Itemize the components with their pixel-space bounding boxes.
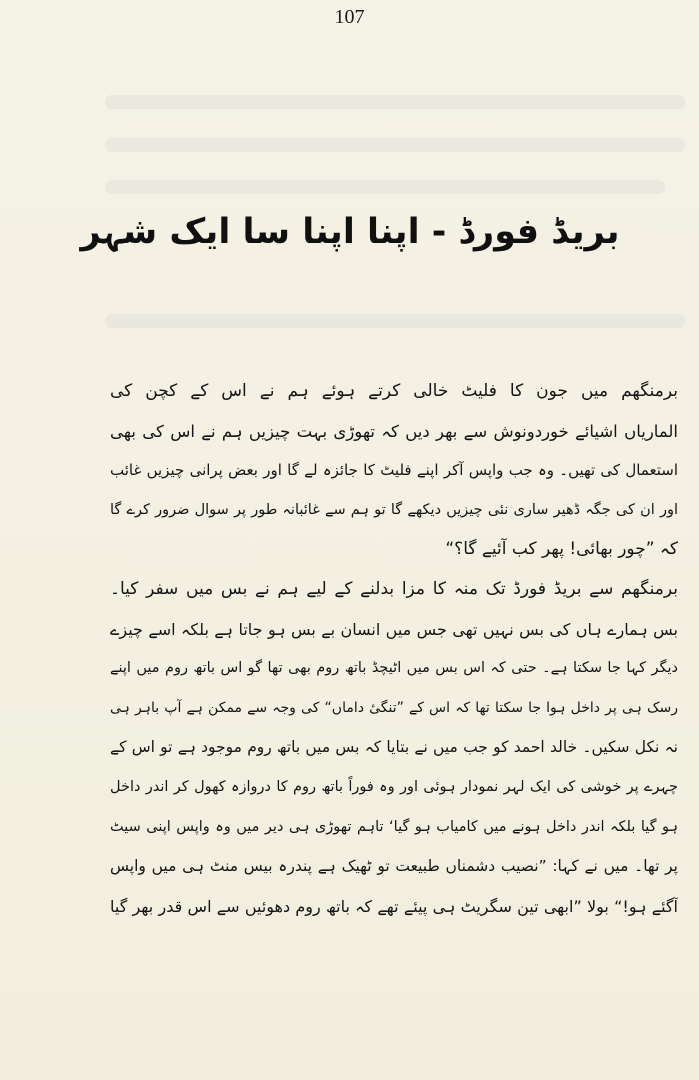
text-line: اور ان کی جگہ ڈھیر ساری نئی چیزیں دیکھے گا تو ہم سے غائبانہ طور پر سوال ضرور کرے گا xyxy=(110,501,678,518)
text-line: آگئے ہو!“ بولا ”ابھی تین سگریٹ ہی پیئے تھے کہ باتھ روم دھوئیں سے اس قدر بھر گیا xyxy=(110,896,678,916)
text-line: برمنگھم میں جون کا فلیٹ خالی کرتے ہوئے ہم نے اس کے کچن کی xyxy=(110,381,678,401)
bleed-through-mark xyxy=(105,314,685,328)
text-line: نہ نکل سکیں۔ خالد احمد کو جب میں نے بتایا کہ بس میں باتھ روم موجود ہے تو اس کے xyxy=(110,738,678,757)
body-text xyxy=(110,372,678,926)
text-line: ہو گیا بلکہ اندر داخل ہونے میں کامیاب ہو گیا‘ تاہم تھوڑی ہی دیر میں وہ واپس اپنی سیٹ xyxy=(110,818,678,835)
text-line: برمنگھم سے بریڈ فورڈ تک منہ کا مزا بدلنے کے لیے ہم نے بس میں سفر کیا۔ xyxy=(110,578,678,599)
bleed-through-mark xyxy=(105,95,685,109)
bleed-through-mark xyxy=(105,138,685,152)
text-line: بس ہمارے ہاں کی بس نہیں تھی جس میں انسان بے بس ہو جاتا ہے بلکہ اسے چیزے xyxy=(110,619,678,639)
text-line: دیگر کہا جا سکتا ہے۔ حتی کہ اس بس میں اٹیچڈ باتھ روم بھی تھا گو اس باتھ روم میں اپنے xyxy=(110,660,678,677)
text-line: پر تھا۔ میں نے کہا: ”نصیب دشمناں طبیعت تو ٹھیک ہے پندرہ بیس منٹ ہی میں واپس xyxy=(110,857,678,876)
text-line: چہرے پر خوشی کی ایک لہر نمودار ہوئی اور وہ فوراً باتھ روم کا دروازہ کھول کر اندر داخل xyxy=(110,778,678,795)
bleed-through-mark xyxy=(105,180,665,194)
chapter-title: بریڈ فورڈ - اپنا اپنا سا ایک شہر xyxy=(80,212,620,252)
text-line: رسک ہی پر داخل ہوا جا سکتا تھا کہ اس کے ”تنگیٔ داماں“ کی وجہ سے ممکن ہے آپ باہر ہی xyxy=(110,699,678,716)
text-line: کہ ”چور بھائی! پھر کب آئیے گا؟“ xyxy=(445,539,678,560)
text-line: الماریاں اشیائے خوردونوش سے بھر دیں کہ تھوڑی بہت چیزیں ہم نے اس کی بھی xyxy=(110,421,678,441)
page-number: 107 xyxy=(334,6,365,28)
text-line: استعمال کی تھیں۔ وہ جب واپس آکر اپنے فلیٹ کا جائزہ لے گا اور بعض پرانی چیزیں غائب xyxy=(110,461,678,480)
